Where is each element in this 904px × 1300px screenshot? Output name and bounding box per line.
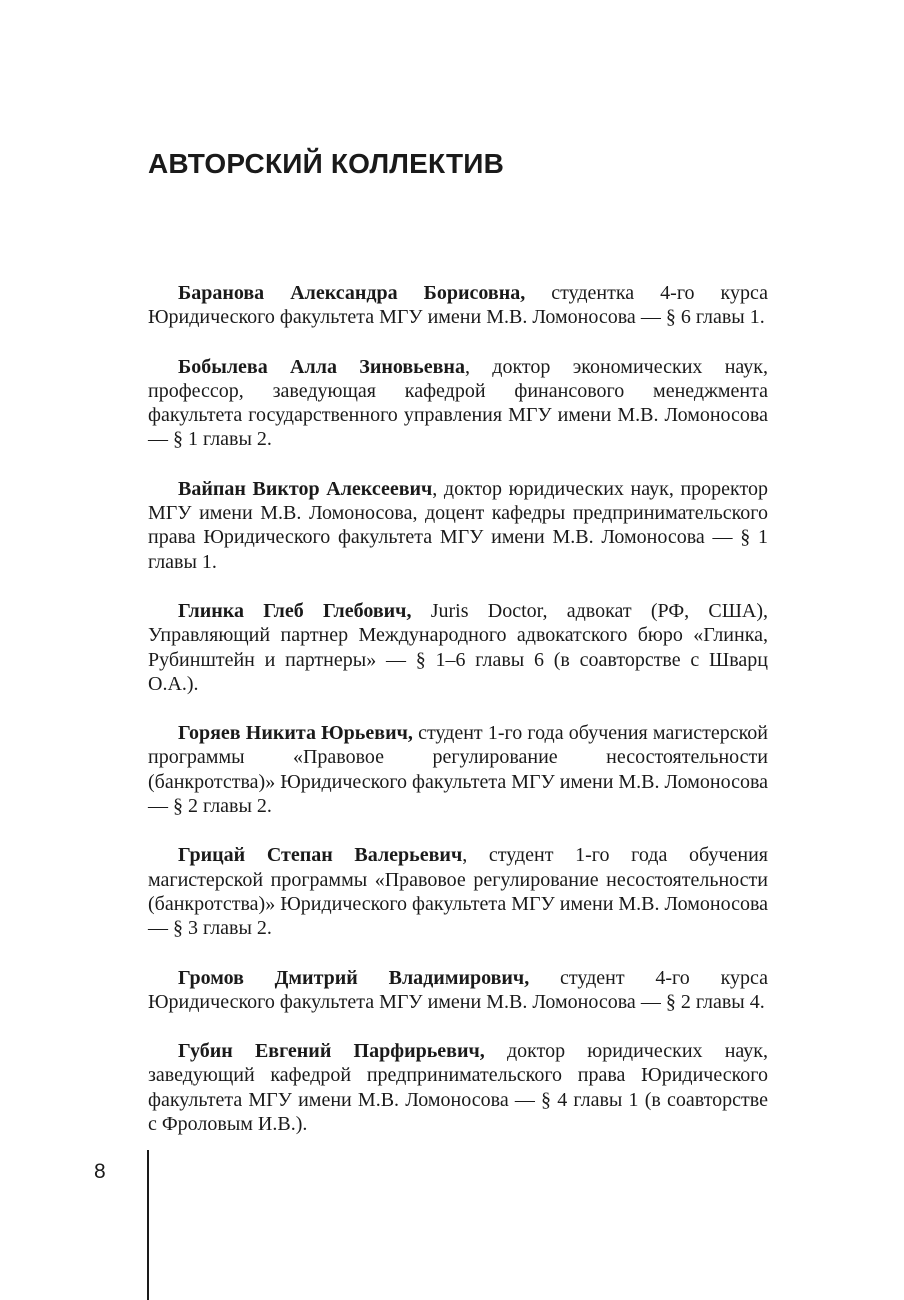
author-name: Губин Евгений Парфирьевич, [178, 1040, 485, 1063]
author-description: Juris Doctor, адвокат (РФ, США), Управляющий партнер Международного адвокатского бюро «Глинка, Рубинштейн и партнеры» — § 1–6 главы 6 (в соавторстве с Шварц О.А.). [148, 599, 768, 695]
author-entry [148, 477, 768, 574]
author-entry [148, 721, 768, 818]
author-entry [148, 1039, 768, 1136]
author-list [148, 281, 768, 1161]
author-description: , доктор экономических наук, профессор, заведующая кафедрой финансового менеджмента факультета государственного управления МГУ имени М.В. Ломоносова — § 1 главы 2. [148, 355, 768, 451]
author-entry [148, 966, 768, 1015]
author-description: , студент 1-го года обучения магистерской программы «Правовое регулирование несостоятельности (банкротства)» Юридического факультета МГУ имени М.В. Ломоносова — § 3 главы 2. [148, 844, 768, 940]
author-name: Глинка Глеб Глебович, [178, 599, 412, 622]
author-name: Грицай Степан Валерьевич [178, 844, 463, 867]
author-entry [148, 281, 768, 330]
author-description: студент 1-го года обучения магистерской программы «Правовое регулирование несостоятельности (банкротства)» Юридического факультета МГУ имени М.В. Ломоносова — § 2 главы 2. [148, 722, 769, 818]
page-number: 8 [94, 1160, 106, 1183]
author-entry [148, 599, 768, 696]
author-name: Бобылева Алла Зиновьевна [178, 355, 465, 378]
author-name: Баранова Александра Борисовна, [178, 282, 526, 304]
author-description: , доктор юридических наук, проректор МГУ имени М.В. Ломоносова, доцент кафедры предпринимательского права Юридического факультета МГУ имени М.В. Ломоносова — § 1 главы 1. [148, 477, 768, 573]
author-description: доктор юридических наук, заведующий кафедрой предпринимательского права Юридического факультета МГУ имени М.В. Ломоносова — § 4 главы 1 (в соавторстве с Фроловым И.В.). [148, 1040, 769, 1136]
author-description: студент 4-го курса Юридического факультета МГУ имени М.В. Ломоносова — § 2 главы 4. [148, 966, 768, 1013]
author-entry [148, 355, 768, 452]
page-margin-rule [147, 1150, 149, 1300]
author-name: Вайпан Виктор Алексеевич [178, 477, 433, 500]
author-entry [148, 843, 768, 940]
author-name: Горяев Никита Юрьевич, [178, 722, 413, 745]
author-name: Громов Дмитрий Владимирович, [178, 966, 530, 989]
page-title: АВТОРСКИЙ КОЛЛЕКТИВ [148, 148, 505, 179]
author-description: студентка 4-го курса Юридического факультета МГУ имени М.В. Ломоносова — § 6 главы 1. [148, 282, 768, 329]
